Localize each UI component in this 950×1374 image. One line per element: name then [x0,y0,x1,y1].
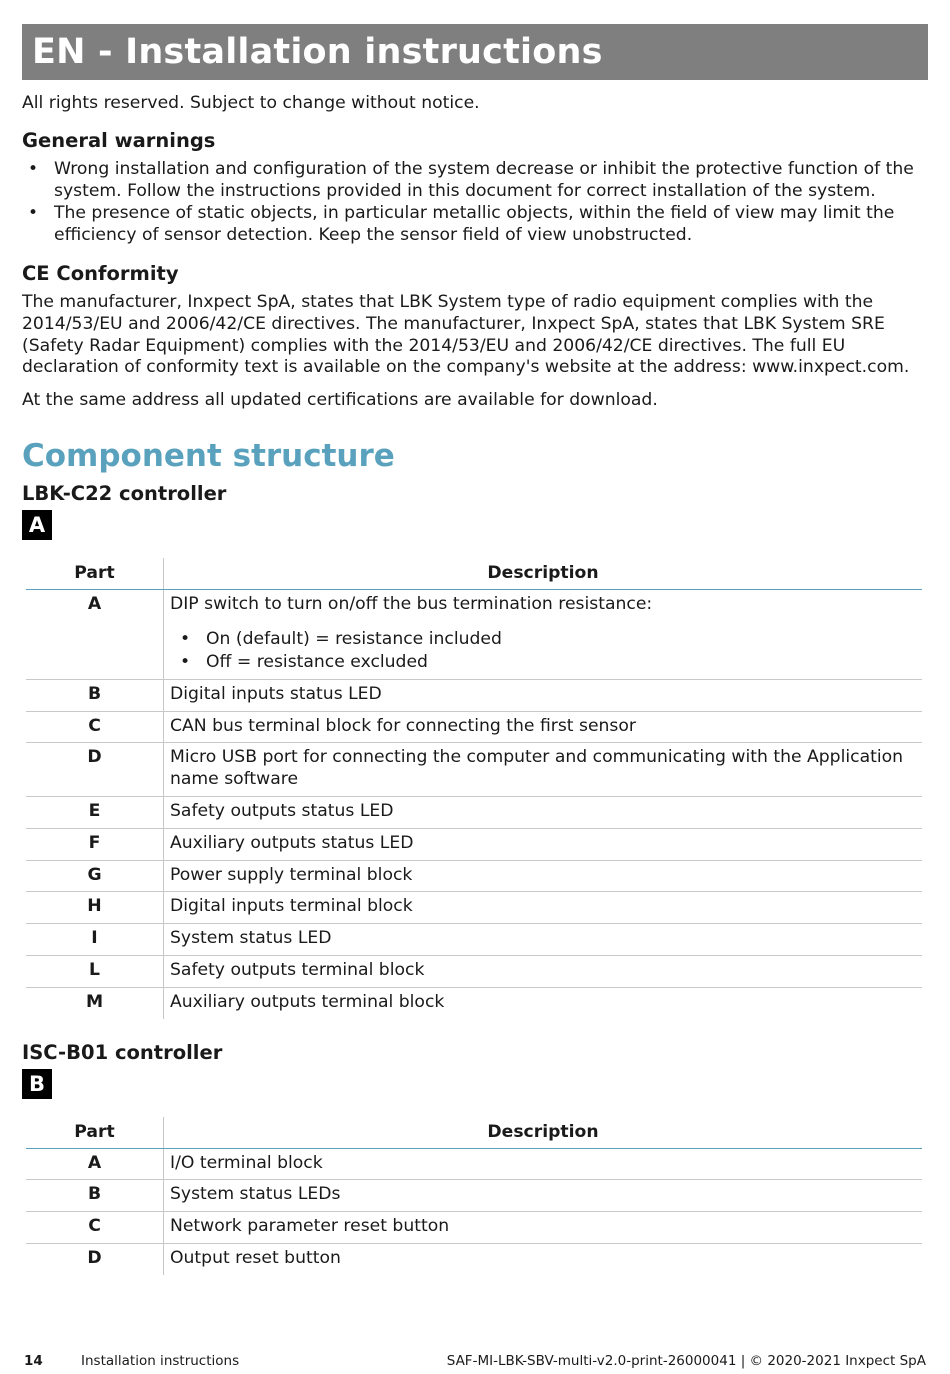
part-cell: L [26,955,164,987]
table-row [26,892,922,924]
column-header-part: Part [26,558,164,590]
table-row [26,1148,922,1180]
page-number: 14 [24,1353,43,1369]
description-cell: I/O terminal block [164,1148,923,1180]
table-row [26,1180,922,1212]
part-cell: D [26,1243,164,1274]
part-cell: C [26,1212,164,1244]
list-item [170,651,916,674]
part-cell: F [26,828,164,860]
bullet-icon: • [180,651,191,672]
title-bar [22,24,928,80]
table-row [26,796,922,828]
warning-item [22,159,928,203]
table-header-row [26,558,922,590]
certifications-note: At the same address all updated certifications are available for download. [22,390,658,411]
option-text: Off = resistance excluded [206,651,428,672]
part-cell: C [26,711,164,743]
general-warnings-list [22,159,928,247]
bullet-icon: • [180,628,191,649]
column-header-description: Description [164,558,923,590]
table-row [26,860,922,892]
dip-switch-options [170,628,916,674]
description-cell: Safety outputs terminal block [164,955,923,987]
description-cell: CAN bus terminal block for connecting the first sensor [164,711,923,743]
table-row [26,924,922,956]
table-row [26,1243,922,1274]
description-cell: Auxiliary outputs terminal block [170,991,445,1012]
bullet-icon: • [28,203,39,224]
table-row [26,955,922,987]
table-row [26,679,922,711]
warning-text: Wrong installation and configuration of the system decrease or inhibit the protective function of the system. Follow the instructions provided in this document for correct installation of the system. [54,158,914,201]
description-cell: Micro USB port for connecting the computer and communicating with the Application name software [164,743,923,797]
figure-tag-b: B [22,1069,52,1099]
document-reference: SAF-MI-LBK-SBV-multi-v2.0-print-26000041 | © 2020-2021 Inxpect SpA [446,1353,926,1369]
page-footer [24,1351,926,1371]
page-title: EN - Installation instructions [32,32,603,72]
general-warnings-heading: General warnings [22,128,216,152]
description-cell: System status LED [164,924,923,956]
document-page [22,24,928,1275]
isc-parts-table [26,1117,922,1275]
lbk-controller-heading: LBK-C22 controller [22,481,227,505]
column-header-description: Description [164,1117,923,1149]
table-row [26,987,922,1018]
bullet-icon: • [28,158,39,179]
table-row [26,828,922,860]
description-cell: Network parameter reset button [164,1212,923,1244]
table-row [26,589,922,679]
ce-conformity-heading: CE Conformity [22,261,179,285]
description-cell: Digital inputs terminal block [164,892,923,924]
part-cell: I [26,924,164,956]
part-cell: A [26,1148,164,1180]
description-text: DIP switch to turn on/off the bus termination resistance: [170,593,653,614]
ce-conformity-text: The manufacturer, Inxpect SpA, states that LBK System type of radio equipment complies with the 2014/53/EU and 2006/42/CE directives. The manufacturer, Inxpect SpA, states that LBK System SRE (Safety Radar Equipment) complies with the 2014/53/EU and 2006/42/CE directives. The full EU declaration of conformity text is available on the company's website at the address: www.inxpect.com. [22,291,910,378]
warning-item [22,203,928,247]
part-cell: E [26,796,164,828]
part-cell: A [26,589,164,679]
option-text: On (default) = resistance included [206,628,502,649]
part-cell: G [26,860,164,892]
part-cell: B [26,679,164,711]
figure-tag-a: A [22,510,52,540]
description-cell: Auxiliary outputs status LED [164,828,923,860]
description-cell: Power supply terminal block [164,860,923,892]
part-cell: D [26,743,164,797]
description-cell [164,589,923,679]
part-cell: M [26,987,164,1018]
table-row [26,743,922,797]
description-cell: Digital inputs status LED [164,679,923,711]
component-structure-heading: Component structure [22,437,395,474]
list-item [170,628,916,651]
warning-text: The presence of static objects, in particular metallic objects, within the field of view may limit the efficiency of sensor detection. Keep the sensor field of view unobstructed. [54,203,895,246]
table-row [26,1212,922,1244]
lbk-parts-table [26,558,922,1019]
footer-label: Installation instructions [81,1353,240,1369]
description-cell: Output reset button [170,1247,341,1268]
rights-notice: All rights reserved. Subject to change without notice. [22,93,480,113]
description-cell: System status LEDs [164,1180,923,1212]
table-row [26,711,922,743]
table-header-row [26,1117,922,1149]
part-cell: B [26,1180,164,1212]
column-header-part: Part [26,1117,164,1149]
description-cell: Safety outputs status LED [164,796,923,828]
part-cell: H [26,892,164,924]
isc-controller-heading: ISC-B01 controller [22,1040,223,1064]
